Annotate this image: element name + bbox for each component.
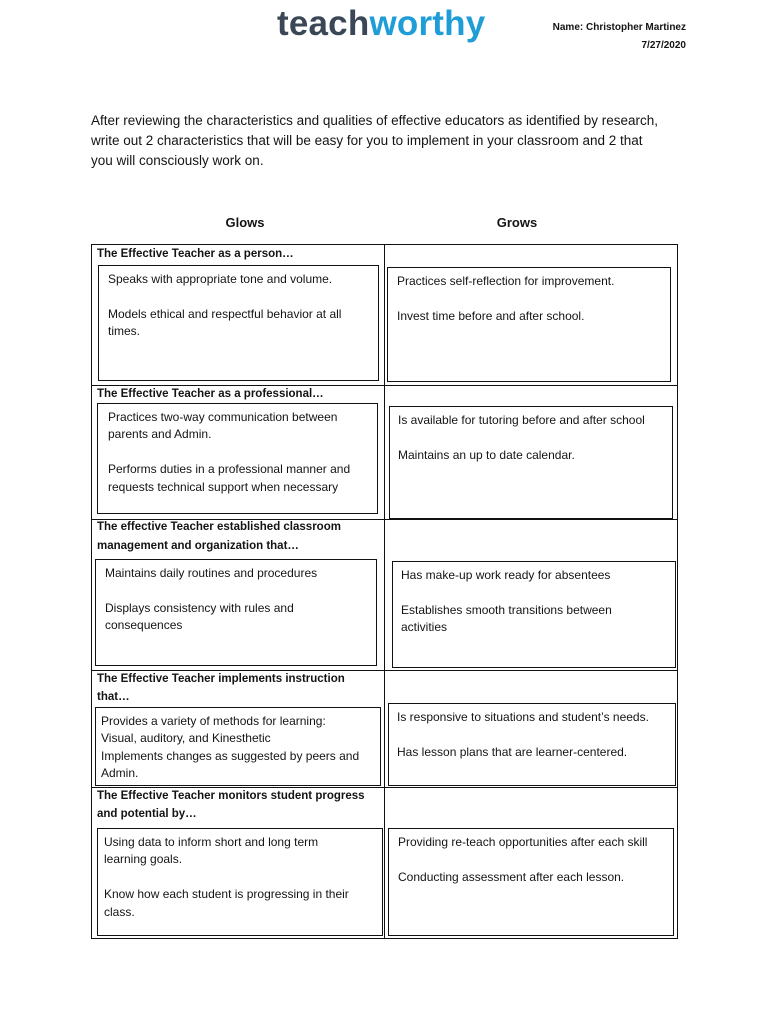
grows-item-line: Has lesson plans that are learner-centered. <box>397 744 628 759</box>
row-heading-instruction <box>97 670 345 706</box>
glows-item-line: Using data to inform short and long term <box>104 834 319 849</box>
glows-item-line: Performs duties in a professional manner and <box>108 462 351 476</box>
glows-item-line: Models ethical and respectful behavior at all <box>108 306 342 321</box>
grows-item <box>397 744 675 762</box>
student-info <box>553 19 686 55</box>
worksheet-date: 7/27/2020 <box>641 40 686 51</box>
grows-item-line: Conducting assessment after each lesson. <box>398 869 625 884</box>
glows-item-line: Provides a variety of methods for learning: <box>101 713 326 728</box>
grows-box-monitoring <box>388 828 674 936</box>
grows-item-line: Is available for tutoring before and after school <box>398 412 645 427</box>
glows-item-line: Displays consistency with rules and <box>105 600 294 615</box>
grows-box-instruction <box>388 703 676 786</box>
row-heading-classroom-management <box>97 518 341 556</box>
grows-item <box>398 869 673 887</box>
student-name: Name: Christopher Martinez <box>552 22 686 33</box>
glows-item-line: Speaks with appropriate tone and volume. <box>108 271 333 286</box>
glows-item <box>101 748 380 783</box>
glows-box-classroom-management <box>95 559 377 666</box>
instructions-line: you will consciously work on. <box>91 153 264 168</box>
logo-teach-text: teach <box>277 4 370 43</box>
glows-box-instruction <box>95 707 381 786</box>
grows-box-classroom-management <box>392 561 676 668</box>
row-heading-professional <box>97 385 324 403</box>
row-heading-line: The Effective Teacher implements instruction <box>97 673 345 685</box>
glows-item <box>105 565 376 583</box>
glows-item-line: Visual, auditory, and Kinesthetic <box>101 731 271 745</box>
glows-item-line: Maintains daily routines and procedures <box>105 565 318 580</box>
instructions-line: After reviewing the characteristics and qualities of effective educators as identified by research, <box>91 113 659 128</box>
glows-item-line: learning goals. <box>104 852 183 866</box>
glows-item-line: Practices two-way communication between <box>108 409 338 424</box>
grows-item-line: Providing re-teach opportunities after each skill <box>398 834 648 849</box>
glows-item <box>108 306 378 341</box>
glows-item-line: class. <box>104 904 135 919</box>
row-heading-line: The Effective Teacher monitors student progress <box>97 790 365 802</box>
instructions-line: write out 2 characteristics that will be easy for you to implement in your classroom and 2 that <box>91 133 643 148</box>
glows-item-line: times. <box>108 324 141 338</box>
glows-item <box>108 461 377 496</box>
glows-item-line: requests technical support when necessary <box>108 479 339 494</box>
glows-item-line: consequences <box>105 618 183 632</box>
grows-item <box>397 273 670 291</box>
glows-item <box>105 600 376 635</box>
grows-column-header: Grows <box>496 215 538 230</box>
row-heading-line: The Effective Teacher as a person… <box>97 248 294 260</box>
grows-box-person <box>387 267 671 382</box>
logo-worthy-text: worthy <box>369 4 486 43</box>
table-column-divider <box>384 244 385 938</box>
grows-item-line: Is responsive to situations and student’s needs. <box>397 709 649 724</box>
instructions-paragraph <box>91 111 658 171</box>
glows-item <box>104 834 382 869</box>
grows-item-line: activities <box>401 620 448 634</box>
glows-item <box>101 713 380 748</box>
glows-item-line: parents and Admin. <box>108 427 212 441</box>
teachworthy-logo <box>277 4 485 50</box>
glows-item-line: Implements changes as suggested by peers and <box>101 748 360 763</box>
row-heading-line: The Effective Teacher as a professional… <box>97 388 324 400</box>
glows-item-line: Know how each student is progressing in their <box>104 887 349 901</box>
glows-column-header: Glows <box>225 215 265 230</box>
grows-box-professional <box>389 406 673 519</box>
grows-item <box>398 447 672 465</box>
row-heading-line: The effective Teacher established classroom <box>97 521 341 533</box>
row-heading-person <box>97 245 294 263</box>
glows-box-monitoring <box>97 828 383 936</box>
grows-item <box>397 308 670 326</box>
glows-item <box>108 271 378 289</box>
grows-item <box>401 567 675 585</box>
row-heading-line: and potential by… <box>97 808 197 820</box>
row-heading-monitoring <box>97 787 365 823</box>
grows-item <box>398 412 672 430</box>
grows-item <box>398 834 673 852</box>
glows-box-person <box>98 265 379 381</box>
grows-item-line: Has make-up work ready for absentees <box>401 567 611 582</box>
glows-item-line: Admin. <box>101 766 139 780</box>
glows-item <box>108 409 377 444</box>
grows-item-line: Practices self-reflection for improvement. <box>397 273 615 288</box>
row-heading-line: that… <box>97 691 130 703</box>
grows-item <box>401 602 675 637</box>
grows-item-line: Establishes smooth transitions between <box>401 602 612 617</box>
grows-item-line: Maintains an up to date calendar. <box>398 447 575 462</box>
row-heading-line: management and organization that… <box>97 540 299 552</box>
glows-item <box>104 886 382 921</box>
grows-item <box>397 709 675 727</box>
grows-item-line: Invest time before and after school. <box>397 308 585 323</box>
glows-box-professional <box>97 403 378 514</box>
